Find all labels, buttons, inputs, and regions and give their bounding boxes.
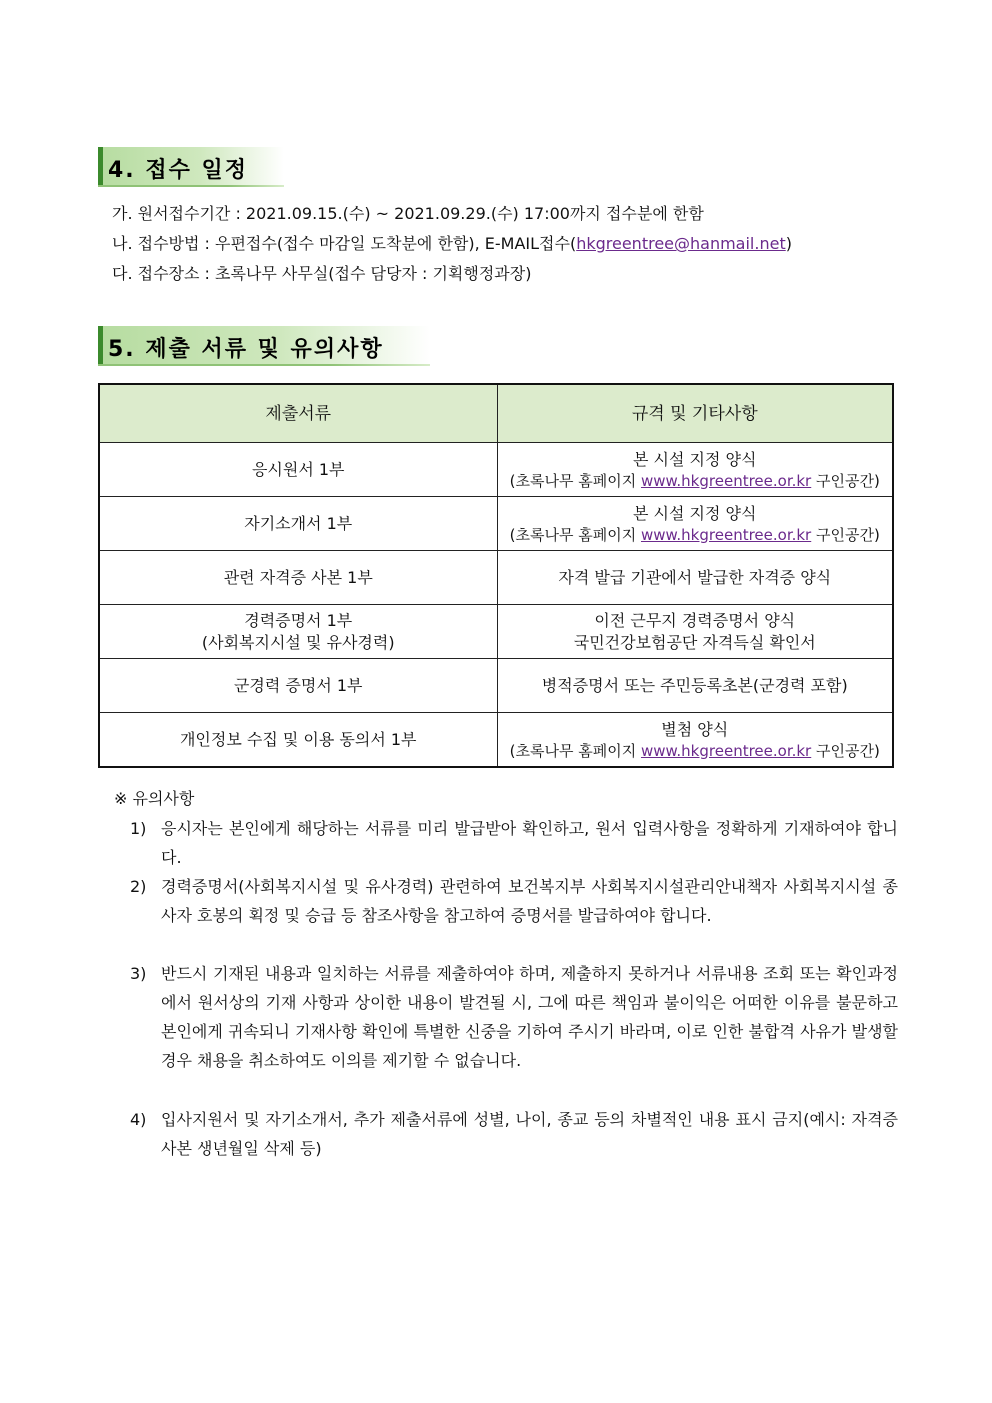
doc-subtext: (사회복지시설 및 유사경력) (201, 632, 395, 652)
spec-cell (497, 713, 893, 768)
note-item (130, 814, 898, 872)
header-documents: 제출서류 (99, 384, 497, 443)
sub-suffix: 구인공간) (811, 741, 880, 760)
note-number: 3) (130, 964, 147, 983)
schedule-period: 가. 원서접수기간 : 2021.09.15.(수) ~ 2021.09.29.(수) 17:00까지 접수분에 한함 (112, 204, 704, 223)
section-4-heading (98, 147, 284, 187)
note-text: 반드시 기재된 내용과 일치하는 서류를 제출하여야 하며, 제출하지 못하거나 서류내용 조회 또는 확인과정에서 원서상의 기재 사항과 상이한 내용이 발견될 시, 그에 따른 책임과 불이익은 어떠한 이유를 불문하고 본인에게 귀속되니 기재사항 확인에 특별한 신중을 기하여 주시기 바라며, 이로 인한 불합격 사유가 발생할 경우 채용을 취소하여도 이의를 제기할 수 없습니다. (161, 964, 898, 1070)
doc-cell (99, 605, 497, 659)
table-row (99, 551, 893, 605)
spec-subtext (502, 741, 889, 761)
homepage-link[interactable]: www.hkgreentree.or.kr (640, 471, 812, 490)
email-link[interactable]: hkgreentree@hanmail.net (576, 234, 786, 253)
note-item (130, 872, 898, 930)
spec-text-2: 국민건강보험공단 자격득실 확인서 (573, 632, 816, 652)
spec-text: 본 시설 지정 양식 (633, 503, 757, 523)
doc-cell: 관련 자격증 사본 1부 (99, 551, 497, 605)
header-specs: 규격 및 기타사항 (497, 384, 893, 443)
heading-accent-bar (98, 326, 103, 366)
spec-cell (497, 605, 893, 659)
note-item (130, 959, 898, 1075)
schedule-method-close: ) (785, 234, 792, 253)
table-row (99, 659, 893, 713)
note-number: 4) (130, 1110, 147, 1129)
sub-prefix: (초록나무 홈페이지 (509, 525, 641, 544)
spec-text: 이전 근무지 경력증명서 양식 (594, 610, 796, 630)
schedule-place: 다. 접수장소 : 초록나무 사무실(접수 담당자 : 기획행정과장) (112, 264, 532, 283)
table-row (99, 443, 893, 497)
sub-prefix: (초록나무 홈페이지 (509, 471, 641, 490)
doc-cell: 개인정보 수집 및 이용 동의서 1부 (99, 713, 497, 768)
spec-subtext (502, 471, 889, 491)
doc-text: 경력증명서 1부 (244, 610, 353, 630)
sub-suffix: 구인공간) (811, 525, 880, 544)
section-5-heading (98, 326, 430, 366)
table-row (99, 605, 893, 659)
schedule-method-text: 나. 접수방법 : 우편접수(접수 마감일 도착분에 한함), E-MAIL접수( (112, 234, 577, 253)
spec-text: 별첨 양식 (661, 719, 729, 739)
sub-suffix: 구인공간) (811, 471, 880, 490)
table-row (99, 713, 893, 768)
spec-subtext (502, 525, 889, 545)
doc-cell: 응시원서 1부 (99, 443, 497, 497)
note-text: 입사지원서 및 자기소개서, 추가 제출서류에 성별, 나이, 종교 등의 차별적인 내용 표시 금지(예시: 자격증 사본 생년월일 삭제 등) (161, 1110, 898, 1158)
doc-cell: 자기소개서 1부 (99, 497, 497, 551)
spec-cell: 병적증명서 또는 주민등록초본(군경력 포함) (497, 659, 893, 713)
homepage-link[interactable]: www.hkgreentree.or.kr (640, 525, 812, 544)
heading-underline (98, 185, 284, 187)
note-text: 응시자는 본인에게 해당하는 서류를 미리 발급받아 확인하고, 원서 입력사항을 정확하게 기재하여야 합니다. (161, 819, 898, 867)
table-header-row (99, 384, 893, 443)
note-text: 경력증명서(사회복지시설 및 유사경력) 관련하여 보건복지부 사회복지시설관리안내책자 사회복지시설 종사자 호봉의 획정 및 승급 등 참조사항을 참고하여 증명서를 발급하여야 합니다. (161, 877, 898, 925)
documents-table (98, 383, 894, 768)
homepage-link[interactable]: www.hkgreentree.or.kr (640, 741, 812, 760)
spec-text: 본 시설 지정 양식 (633, 449, 757, 469)
schedule-method (112, 231, 792, 254)
doc-cell: 군경력 증명서 1부 (99, 659, 497, 713)
note-item (130, 1105, 898, 1163)
heading-underline (98, 364, 430, 366)
heading-accent-bar (98, 147, 103, 187)
notes-title: ※ 유의사항 (114, 789, 195, 808)
note-number: 1) (130, 819, 147, 838)
section-4-title: 4. 접수 일정 (108, 158, 248, 183)
table-row (99, 497, 893, 551)
sub-prefix: (초록나무 홈페이지 (509, 741, 641, 760)
spec-cell (497, 443, 893, 497)
spec-cell (497, 497, 893, 551)
note-number: 2) (130, 877, 147, 896)
spec-cell: 자격 발급 기관에서 발급한 자격증 양식 (497, 551, 893, 605)
section-5-title: 5. 제출 서류 및 유의사항 (108, 337, 384, 362)
